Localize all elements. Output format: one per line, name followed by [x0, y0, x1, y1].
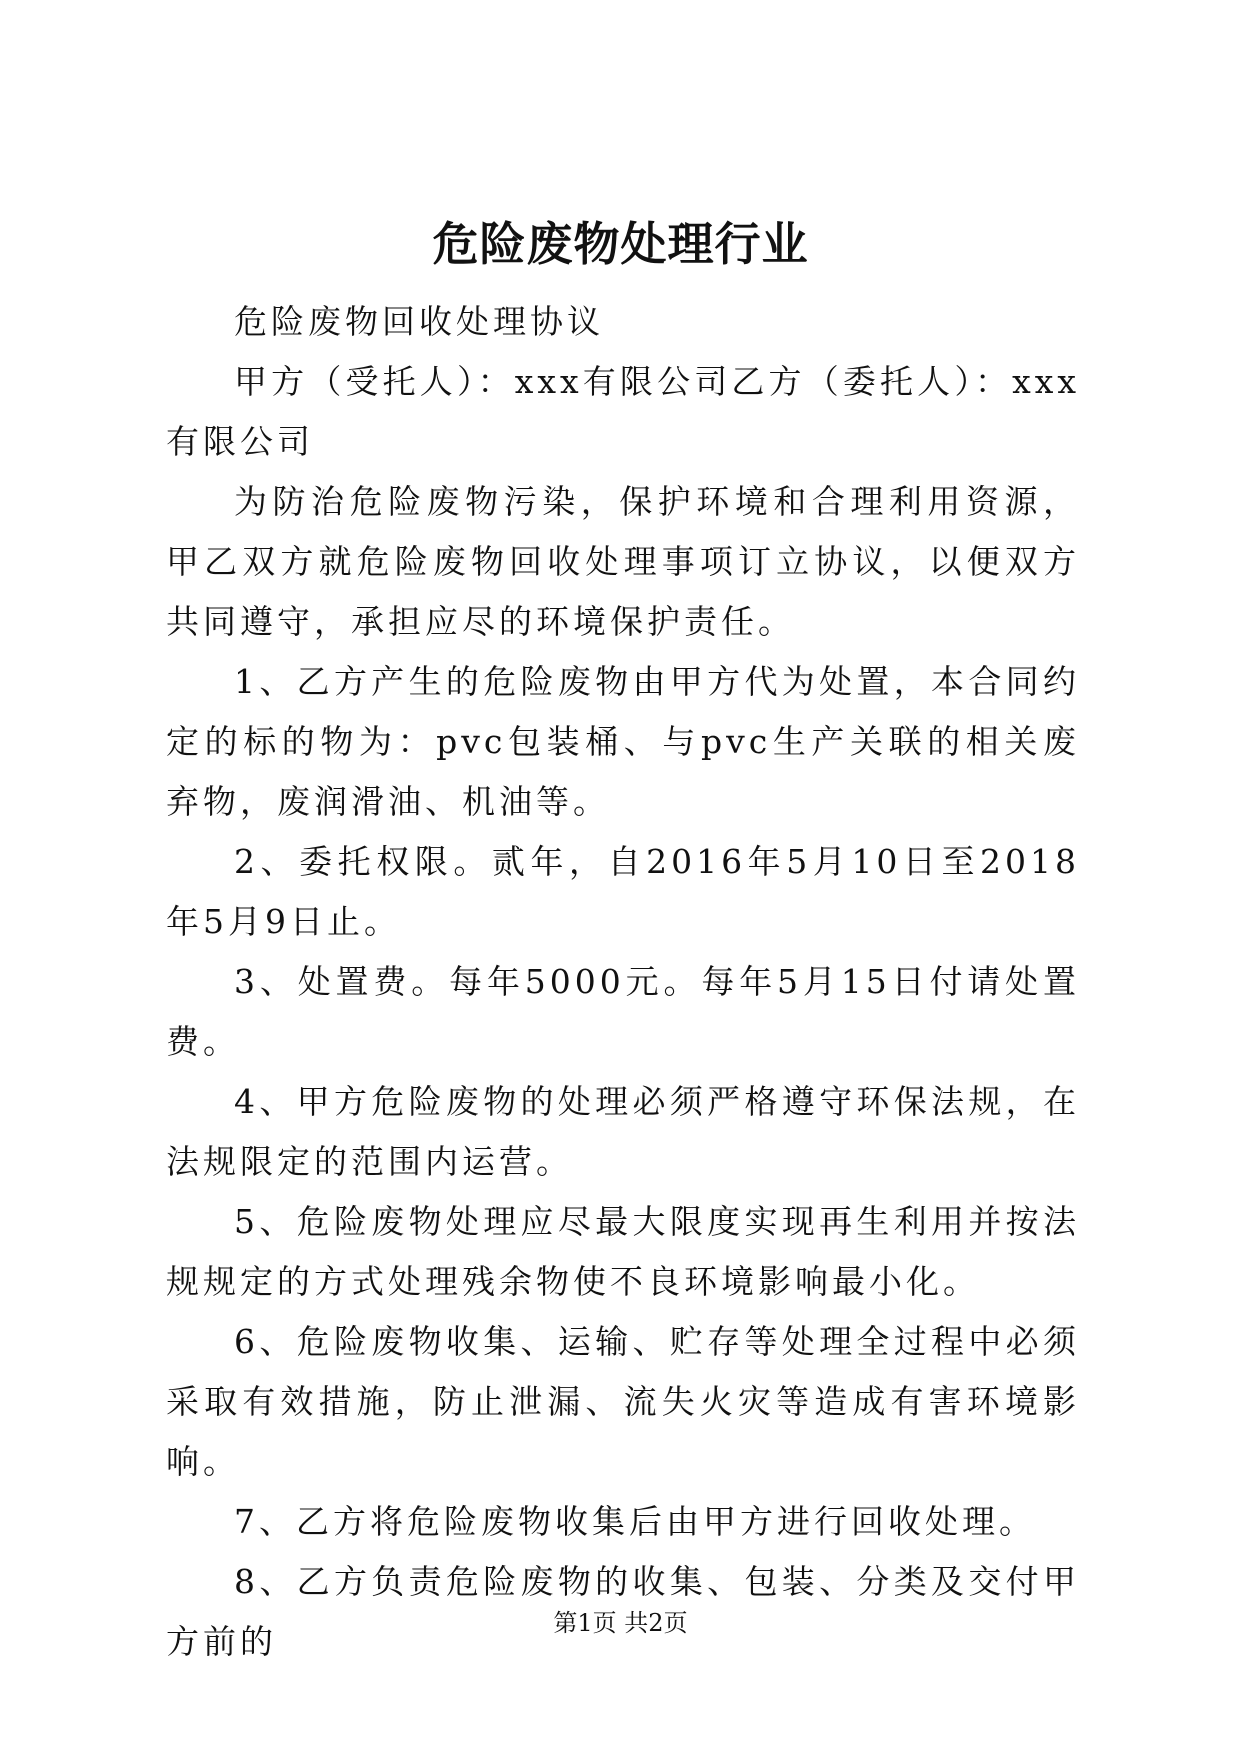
clause-5: 5、危险废物处理应尽最大限度实现再生利用并按法规规定的方式处理残余物使不良环境影响最小化。: [166, 1202, 1080, 1301]
clause-2: 2、委托权限。贰年，自2016年5月10日至2018年5月9日止。: [166, 842, 1080, 941]
clause-6: 6、危险废物收集、运输、贮存等处理全过程中必须采取有效措施，防止泄漏、流失火灾等造成有害环境影响。: [166, 1322, 1080, 1481]
clause-7: 7、乙方将危险废物收集后由甲方进行回收处理。: [234, 1502, 1036, 1541]
clause-1: 1、乙方产生的危险废物由甲方代为处置，本合同约定的标的物为：pvc包装桶、与pvc生产关联的相关废弃物，废润滑油、机油等。: [166, 662, 1080, 821]
document-title: 危险废物处理行业: [432, 217, 809, 271]
clause-4: 4、甲方危险废物的处理必须严格遵守环保法规，在法规限定的范围内运营。: [166, 1082, 1080, 1181]
agreement-heading: 危险废物回收处理协议: [234, 302, 604, 341]
page-number-footer: 第1页 共2页: [553, 1609, 688, 1637]
clause-3: 3、处置费。每年5000元。每年5月15日付请处置费。: [166, 962, 1080, 1061]
document-body: [166, 292, 1080, 1672]
parties-paragraph: 甲方（受托人）：xxx有限公司乙方（委托人）：xxx有限公司: [166, 362, 1080, 461]
clause-8: 8、乙方负责危险废物的收集、包装、分类及交付甲方前的: [166, 1562, 1080, 1661]
purpose-paragraph: 为防治危险废物污染，保护环境和合理利用资源，甲乙双方就危险废物回收处理事项订立协议，以便双方共同遵守，承担应尽的环境保护责任。: [166, 482, 1080, 641]
